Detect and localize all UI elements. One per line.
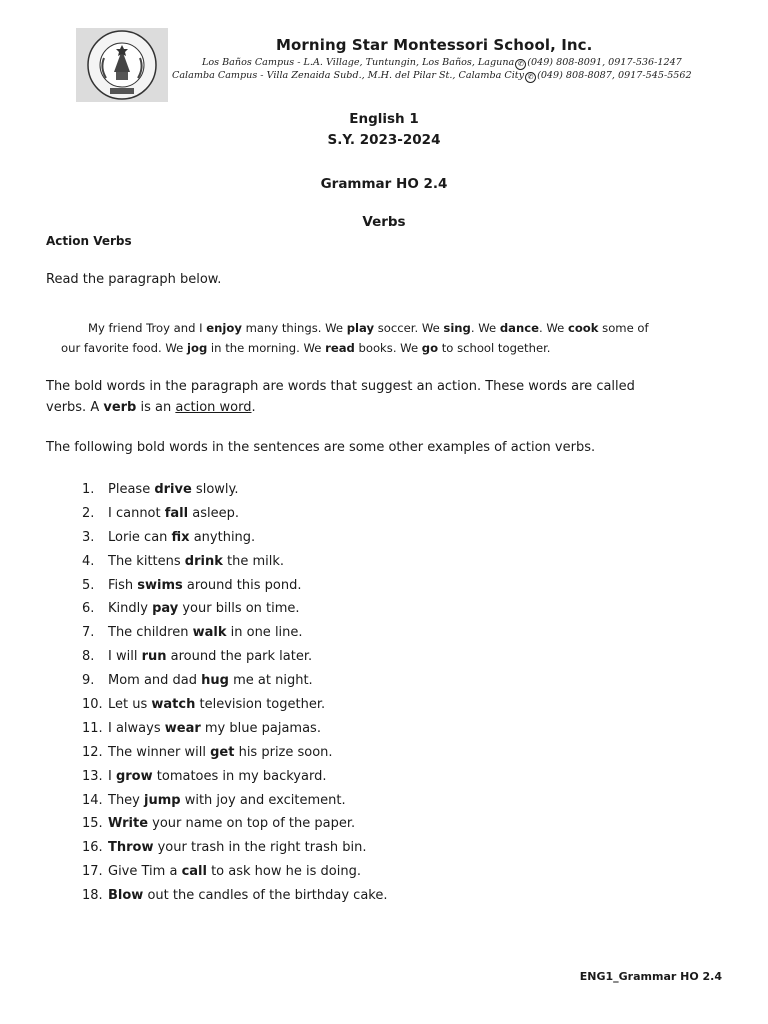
example-before: The winner will	[108, 744, 211, 760]
explanation-line-1: The bold words in the paragraph are words that suggest an action. These words are called	[46, 379, 635, 394]
example-number: 17.	[82, 864, 103, 880]
example-before: Fish	[108, 577, 138, 593]
example-verb: Blow	[108, 888, 144, 904]
example-number: 8.	[82, 649, 95, 665]
paragraph-text: to school together.	[438, 341, 551, 355]
example-before: The kittens	[108, 553, 185, 569]
example-number: 1.	[82, 482, 95, 497]
example-after: anything.	[189, 529, 256, 545]
paragraph-text: books. We	[354, 341, 422, 355]
example-before: I cannot	[108, 505, 165, 521]
paragraph-text: in the morning. We	[207, 341, 326, 355]
example-after: to ask how he is doing.	[206, 864, 361, 880]
example-after: television together.	[195, 697, 326, 713]
example-before: Please	[108, 482, 155, 497]
topic-title: Verbs	[362, 214, 406, 230]
example-verb: watch	[151, 697, 196, 713]
example-item	[82, 884, 387, 908]
example-number: 15.	[82, 816, 103, 832]
example-verb: swims	[137, 577, 183, 593]
example-verb: hug	[201, 673, 229, 689]
paragraph-bold-verb: read	[325, 341, 355, 355]
example-after: the milk.	[222, 553, 285, 569]
school-seal-logo	[76, 28, 168, 102]
example-item	[82, 550, 387, 574]
example-number: 6.	[82, 601, 95, 617]
example-verb: pay	[152, 601, 179, 617]
school-name: Morning Star Montessori School, Inc.	[276, 36, 593, 54]
explanation-suffix: .	[251, 400, 256, 415]
example-item	[82, 669, 387, 693]
section-heading: Action Verbs	[46, 234, 132, 248]
paragraph-text: many things. We	[241, 321, 347, 335]
example-item	[82, 789, 387, 813]
example-number: 9.	[82, 673, 95, 689]
paragraph-bold-verb: play	[346, 321, 375, 335]
example-after: tomatoes in my backyard.	[152, 768, 327, 784]
example-verb: drink	[184, 553, 223, 569]
example-after: around this pond.	[182, 577, 302, 593]
example-after: around the park later.	[166, 649, 313, 665]
example-after: asleep.	[188, 505, 239, 521]
example-verb: get	[210, 744, 235, 760]
example-after: his prize soon.	[234, 744, 333, 760]
example-verb: walk	[192, 625, 227, 641]
example-number: 16.	[82, 840, 103, 856]
example-before: I	[108, 768, 116, 784]
example-item	[82, 717, 387, 741]
explanation-underlined: action word	[175, 400, 252, 415]
explanation-mid: is an	[136, 400, 176, 415]
example-verb: run	[141, 649, 167, 665]
example-number: 14.	[82, 792, 103, 808]
example-after: slowly.	[191, 482, 239, 497]
example-before: Give Tim a	[108, 864, 182, 880]
example-after: your trash in the right trash bin.	[153, 840, 367, 856]
handout-title: Grammar HO 2.4	[320, 176, 448, 192]
example-before: Mom and dad	[108, 673, 202, 689]
paragraph-bold-verb: go	[421, 341, 439, 355]
example-number: 7.	[82, 625, 95, 641]
instruction-text: Read the paragraph below.	[46, 272, 222, 287]
example-after: with joy and excitement.	[180, 792, 346, 808]
paragraph-text: . We	[470, 321, 500, 335]
example-item	[82, 860, 387, 884]
example-after: me at night.	[229, 673, 313, 689]
example-after: out the candles of the birthday cake.	[143, 888, 388, 904]
example-before: Kindly	[108, 601, 153, 617]
example-verb: Throw	[108, 840, 154, 856]
paragraph-text: some of	[598, 321, 649, 335]
paragraph-bold-verb: cook	[567, 321, 599, 335]
example-verb: jump	[144, 792, 181, 808]
campus-los-banos-address: Los Baños Campus - L.A. Village, Tuntungin, Los Baños, Laguna	[202, 57, 515, 68]
example-verb: wear	[164, 720, 201, 736]
paragraph-bold-verb: jog	[187, 341, 208, 355]
example-verb: call	[181, 864, 207, 880]
example-number: 4.	[82, 553, 95, 569]
example-item	[82, 621, 387, 645]
example-verb: grow	[115, 768, 153, 784]
campus-calamba	[172, 70, 692, 83]
subject-title: English 1	[349, 111, 419, 127]
letterhead	[0, 0, 768, 110]
paragraph-text: soccer. We	[374, 321, 444, 335]
example-item	[82, 765, 387, 789]
example-before: Lorie can	[108, 529, 172, 545]
explanation-line-3: The following bold words in the sentences are some other examples of action verbs.	[46, 440, 596, 455]
paragraph-line-2	[61, 341, 550, 355]
example-number: 11.	[82, 720, 103, 736]
paragraph-bold-verb: dance	[499, 321, 539, 335]
explanation-bold-verb: verb	[103, 400, 137, 415]
paragraph-text: . We	[538, 321, 568, 335]
example-number: 13.	[82, 768, 103, 784]
example-number: 18.	[82, 888, 103, 904]
example-verb: fix	[171, 529, 190, 545]
example-after: my blue pajamas.	[200, 720, 321, 736]
example-before: The children	[108, 625, 193, 641]
example-item	[82, 574, 387, 598]
example-item	[82, 478, 387, 502]
campus-los-banos-phone: (049) 808-8091, 0917-536-1247	[527, 57, 682, 68]
phone-icon: ✆	[525, 72, 536, 83]
example-number: 10.	[82, 697, 103, 713]
example-after: your name on top of the paper.	[148, 816, 356, 832]
example-number: 5.	[82, 577, 95, 593]
examples-list	[82, 478, 387, 908]
paragraph-line-1	[88, 321, 649, 335]
example-item	[82, 836, 387, 860]
example-before: They	[108, 792, 145, 808]
example-before: Let us	[108, 697, 152, 713]
example-item	[82, 693, 387, 717]
paragraph-bold-verb: sing	[443, 321, 471, 335]
campus-calamba-phone: (049) 808-8087, 0917-545-5562	[537, 70, 692, 81]
explanation-prefix: verbs. A	[46, 400, 104, 415]
example-item	[82, 812, 387, 836]
example-after: your bills on time.	[178, 601, 300, 617]
example-item	[82, 741, 387, 765]
explanation-line-2	[46, 400, 256, 415]
example-item	[82, 645, 387, 669]
phone-icon: ✆	[515, 59, 526, 70]
footer-code: ENG1_Grammar HO 2.4	[579, 970, 722, 983]
campus-los-banos	[202, 57, 682, 70]
campus-calamba-address: Calamba Campus - Villa Zenaida Subd., M.H. del Pilar St., Calamba City	[172, 70, 525, 81]
school-year: S.Y. 2023-2024	[327, 132, 441, 148]
example-verb: drive	[154, 482, 192, 497]
example-item	[82, 597, 387, 621]
example-verb: Write	[108, 816, 149, 832]
example-item	[82, 526, 387, 550]
example-before: I always	[108, 720, 165, 736]
example-item	[82, 502, 387, 526]
example-verb: fall	[164, 505, 189, 521]
example-after: in one line.	[226, 625, 303, 641]
paragraph-text: My friend Troy and I	[88, 321, 207, 335]
example-before: I will	[108, 649, 142, 665]
example-number: 3.	[82, 529, 95, 545]
paragraph-bold-verb: enjoy	[206, 321, 242, 335]
paragraph-text: our favorite food. We	[61, 341, 187, 355]
example-number: 12.	[82, 744, 103, 760]
example-number: 2.	[82, 505, 95, 521]
